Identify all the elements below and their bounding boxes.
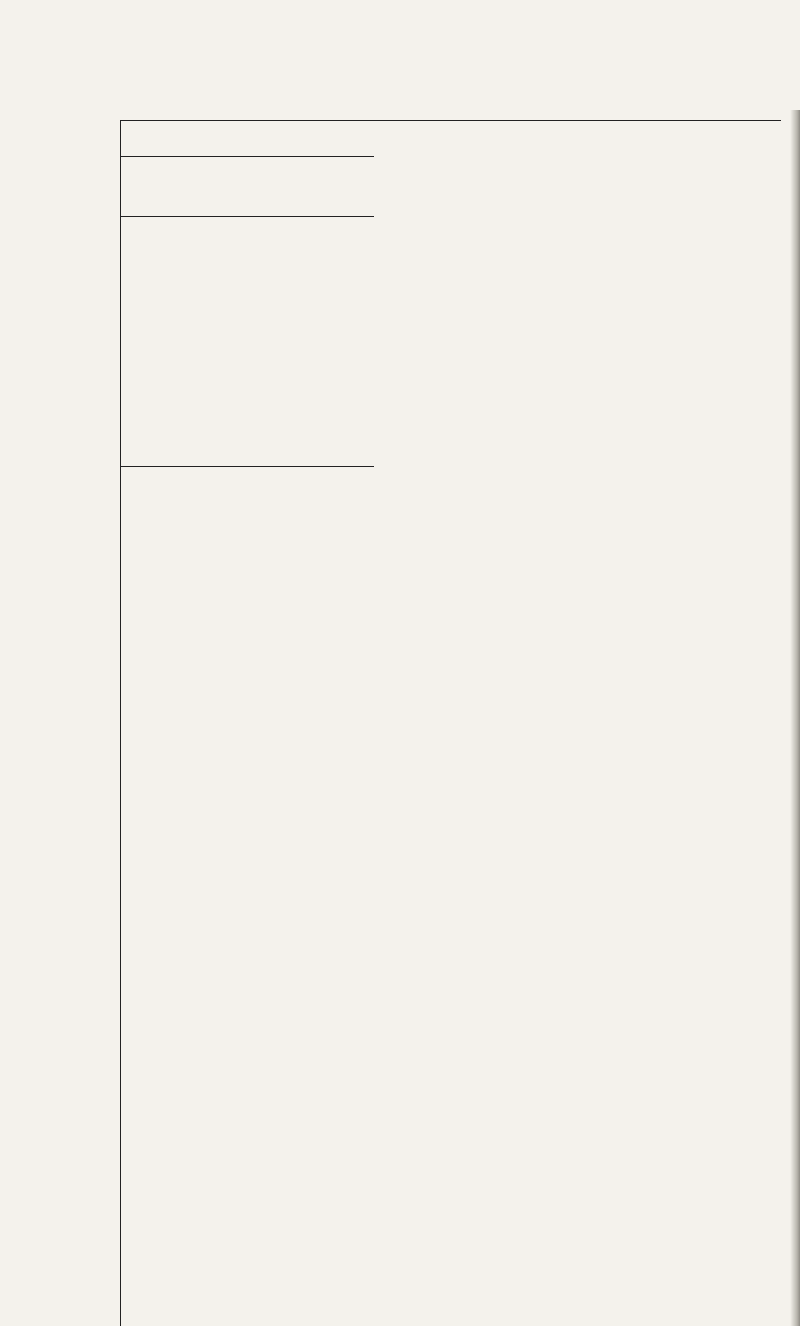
band-allowances-kind [120,0,374,626]
allowance-whitster [120,0,374,156]
allowance-matron [120,156,374,466]
page-edge-shadow [790,110,800,1326]
header-allowances-cell [120,466,374,626]
